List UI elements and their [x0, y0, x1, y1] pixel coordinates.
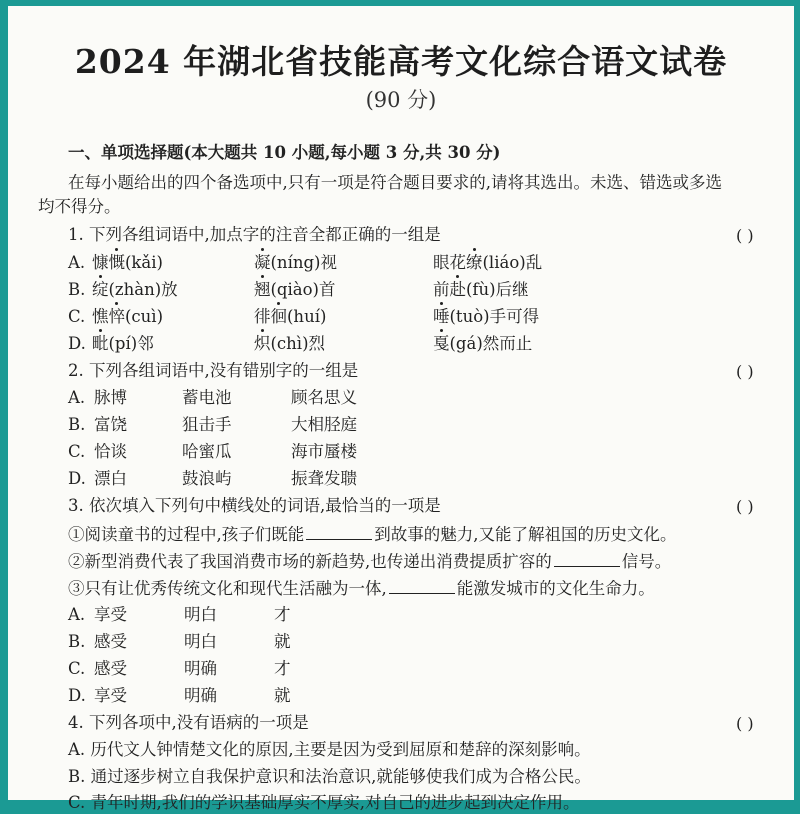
option-word: 就: [274, 632, 291, 651]
option-word: 才: [274, 605, 291, 624]
option-word: 享受: [94, 686, 127, 705]
option-word: 鼓浪屿: [182, 469, 232, 488]
option-label: D.: [68, 334, 86, 353]
option-word: 感受: [94, 659, 127, 678]
option-word: 振聋发聩: [291, 469, 357, 488]
option-label: A.: [68, 253, 86, 272]
option-label: D.: [68, 686, 86, 705]
instruction-line-2: 均不得分。: [38, 197, 121, 216]
option-word: 大相胫庭: [291, 415, 357, 434]
option-word: 漂白: [94, 469, 127, 488]
option-word: 顾名思义: [291, 388, 357, 407]
instruction-line-1: 在每小题给出的四个备选项中,只有一项是符合题目要求的,请将其选出。未选、错选或多选: [68, 173, 722, 192]
exam-page: [8, 6, 794, 812]
option-word: 享受: [94, 605, 127, 624]
option-word: 憔悴(cuì): [92, 307, 164, 326]
q1-answer-paren: ( ): [736, 226, 754, 245]
q3-sentence-1: ①阅读童书的过程中,孩子们既能 到故事的魅力,又能了解祖国的历史文化。: [68, 525, 677, 544]
option-label: B.: [68, 415, 86, 434]
option-word: 徘徊(huí): [254, 307, 327, 326]
fill-blank: [554, 550, 620, 567]
option-label: A.: [68, 605, 86, 624]
q2-answer-paren: ( ): [736, 362, 754, 381]
option-label: C.: [68, 442, 86, 461]
exam-score: (90 分): [365, 88, 437, 112]
option-word: 眼花缭(liáo)乱: [433, 253, 543, 272]
option-word: 蓄电池: [182, 388, 232, 407]
q3-stem: 3. 依次填入下列句中横线处的词语,最恰当的一项是: [68, 496, 441, 515]
section-heading: 一、单项选择题(本大题共 10 小题,每小题 3 分,共 30 分): [68, 143, 501, 162]
option-word: 前赴(fù)后继: [433, 280, 529, 299]
fill-blank: [306, 523, 372, 540]
option-word: 富饶: [94, 415, 127, 434]
option-label: A.: [68, 388, 86, 407]
q4-option-b: B. 通过逐步树立自我保护意识和法治意识,就能够使我们成为合格公民。: [68, 767, 591, 786]
option-label: B.: [68, 632, 86, 651]
option-word: 慷慨(kǎi): [92, 253, 163, 272]
option-word: 感受: [94, 632, 127, 651]
q1-stem: 1. 下列各组词语中,加点字的注音全都正确的一组是: [68, 225, 441, 244]
option-word: 脉博: [94, 388, 127, 407]
q4-option-a: A. 历代文人钟情楚文化的原因,主要是因为受到屈原和楚辞的深刻影响。: [68, 740, 591, 759]
q2-stem: 2. 下列各组词语中,没有错别字的一组是: [68, 361, 359, 380]
option-word: 才: [274, 659, 291, 678]
option-word: 翘(qiào)首: [254, 280, 336, 299]
option-word: 哈蜜瓜: [182, 442, 232, 461]
option-label: D.: [68, 469, 86, 488]
q3-sentence-2: ②新型消费代表了我国消费市场的新趋势,也传递出消费提质扩容的 信号。: [68, 552, 672, 571]
option-word: 戛(gá)然而止: [433, 334, 533, 353]
q3-answer-paren: ( ): [736, 497, 754, 516]
exam-title: 2024 年湖北省技能高考文化综合语文试卷: [74, 42, 728, 81]
option-word: 唾(tuò)手可得: [433, 307, 540, 326]
option-word: 明白: [184, 605, 217, 624]
option-word: 恰谈: [94, 442, 127, 461]
option-word: 绽(zhàn)放: [92, 280, 178, 299]
option-word: 海市蜃楼: [291, 442, 357, 461]
option-word: 就: [274, 686, 291, 705]
option-word: 狙击手: [182, 415, 232, 434]
option-word: 凝(níng)视: [254, 253, 337, 272]
option-label: C.: [68, 307, 86, 326]
option-word: 毗(pí)邻: [92, 334, 154, 353]
option-label: C.: [68, 659, 86, 678]
q3-sentence-3: ③只有让优秀传统文化和现代生活融为一体, 能激发城市的文化生命力。: [68, 579, 655, 598]
option-word: 明白: [184, 632, 217, 651]
q4-stem: 4. 下列各项中,没有语病的一项是: [68, 713, 309, 732]
option-word: 明确: [184, 686, 217, 705]
fill-blank: [389, 577, 455, 594]
option-word: 炽(chì)烈: [254, 334, 326, 353]
q4-answer-paren: ( ): [736, 714, 754, 733]
option-word: 明确: [184, 659, 217, 678]
q4-option-c: C. 青年时期,我们的学识基础厚实不厚实,对自己的进步起到决定作用。: [68, 793, 580, 812]
option-label: B.: [68, 280, 86, 299]
